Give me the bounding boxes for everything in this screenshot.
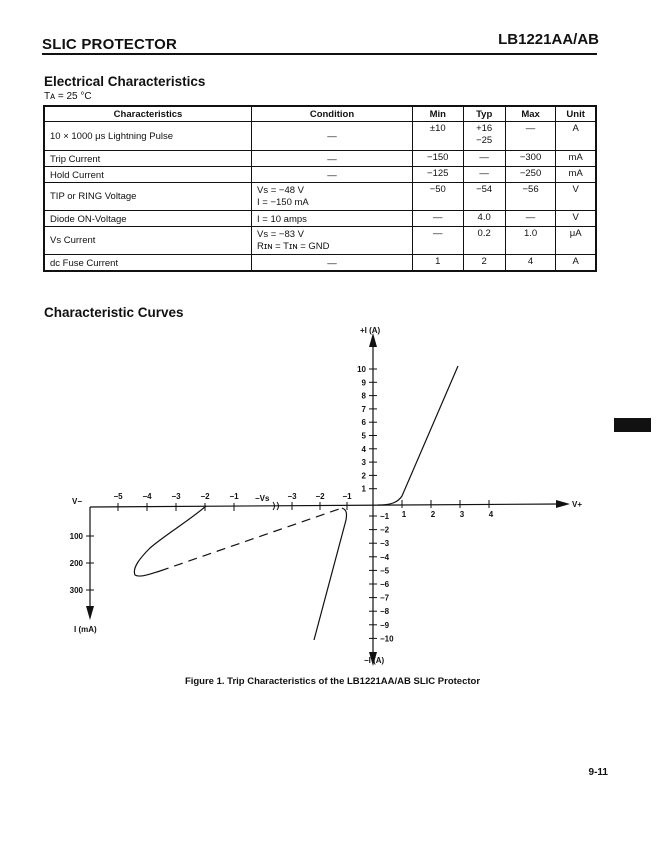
- min-cell: −50: [413, 183, 464, 211]
- y-neg-tick-label: −4: [380, 552, 390, 562]
- unit-cell: μA: [556, 227, 596, 255]
- condition-line: Vs = −48 V: [257, 185, 305, 196]
- y-pos-tick-label: 2: [361, 471, 366, 481]
- page-number: 9-11: [588, 767, 608, 778]
- typ-cell: 4.0: [463, 211, 505, 227]
- y-neg-tick-label: −8: [380, 607, 390, 617]
- x-neg-tick-label: −1: [229, 492, 239, 501]
- x-neg-tick-label: −4: [142, 492, 152, 501]
- condition-cell: —: [252, 167, 413, 183]
- v-plus-label: V+: [572, 500, 583, 509]
- column-header: Min: [413, 106, 464, 122]
- x-neg-tick-label: −1: [342, 492, 352, 501]
- switching-dashed-line: [160, 508, 342, 571]
- max-cell: —: [505, 211, 556, 227]
- characteristic-cell: Trip Current: [44, 151, 252, 167]
- electrical-characteristics-title: Electrical Characteristics: [44, 74, 206, 89]
- y-pos-tick-label: 9: [361, 378, 366, 388]
- on-state-negative-line: [314, 508, 347, 640]
- min-cell: −125: [413, 167, 464, 183]
- unit-cell: mA: [556, 151, 596, 167]
- y-neg-tick-label: −7: [380, 593, 390, 603]
- column-header: Unit: [556, 106, 596, 122]
- ma-arrow-icon: [86, 606, 94, 620]
- header-right-title: LB1221AA/AB: [498, 31, 599, 48]
- condition-cell: —: [252, 122, 413, 151]
- characteristic-cell: Diode ON-Voltage: [44, 211, 252, 227]
- typ-cell: 2: [463, 255, 505, 271]
- y-neg-tick-label: −9: [380, 620, 390, 630]
- y-pos-tick-label: 5: [361, 431, 366, 441]
- y-pos-tick-label: 3: [361, 458, 366, 468]
- min-cell: −150: [413, 151, 464, 167]
- breakdown-curve: [134, 506, 206, 576]
- y-neg-tick-label: −3: [380, 539, 390, 549]
- typ-cell: —: [463, 151, 505, 167]
- x-neg-tick-label: −2: [315, 492, 325, 501]
- characteristic-cell: 10 × 1000 μs Lightning Pulse: [44, 122, 252, 151]
- x-neg-tick-label: −5: [113, 492, 123, 501]
- x-pos-tick-label: 4: [488, 510, 494, 519]
- column-header: Max: [505, 106, 556, 122]
- max-cell: 1.0: [505, 227, 556, 255]
- v-plus-arrow-icon: [556, 500, 570, 508]
- y-pos-tick-label: 10: [357, 365, 366, 374]
- v-minus-label: V−: [72, 497, 83, 506]
- unit-cell: mA: [556, 167, 596, 183]
- condition-cell: —: [252, 151, 413, 167]
- ma-tick-label: 200: [69, 559, 83, 568]
- y-pos-tick-label: 6: [361, 418, 366, 428]
- plus-i-label: +I (A): [360, 326, 381, 335]
- y-neg-tick-label: −5: [380, 566, 390, 576]
- unit-cell: V: [556, 211, 596, 227]
- unit-cell: A: [556, 122, 596, 151]
- min-cell: ±10: [413, 122, 464, 151]
- header-left-title: SLIC PROTECTOR: [42, 36, 178, 53]
- max-cell: −300: [505, 151, 556, 167]
- min-cell: 1: [413, 255, 464, 271]
- y-pos-tick-label: 7: [361, 404, 366, 414]
- column-header: Typ: [463, 106, 505, 122]
- characteristic-cell: dc Fuse Current: [44, 255, 252, 271]
- characteristic-cell: TIP or RING Voltage: [44, 183, 252, 211]
- max-cell: 4: [505, 255, 556, 271]
- x-pos-tick-label: 1: [401, 510, 407, 519]
- condition-line: Rɪɴ = Tɪɴ = GND: [257, 241, 330, 252]
- i-ma-label: I (mA): [74, 625, 97, 634]
- characteristic-cell: Hold Current: [44, 167, 252, 183]
- x-neg-tick-label: −3: [171, 492, 181, 501]
- condition-cell: —: [252, 255, 413, 271]
- ma-tick-label: 100: [69, 532, 83, 541]
- y-pos-tick-label: 8: [361, 391, 366, 401]
- x-pos-tick-label: 2: [430, 510, 436, 519]
- min-cell: —: [413, 211, 464, 227]
- vs-label: −Vs: [255, 494, 270, 503]
- minus-i-label: −I (A): [364, 656, 385, 665]
- x-neg-tick-label: −3: [287, 492, 297, 501]
- typ-cell: +16 −25: [463, 122, 505, 151]
- diode-forward-curve: [378, 366, 458, 505]
- typ-cell: —: [463, 167, 505, 183]
- column-header: Characteristics: [44, 106, 252, 122]
- max-cell: −56: [505, 183, 556, 211]
- y-pos-tick-label: 1: [361, 484, 366, 494]
- condition-line: Vs = −83 V: [257, 229, 305, 240]
- ambient-temperature: Tᴀ = 25 °C: [44, 91, 92, 102]
- typ-cell: −54: [463, 183, 505, 211]
- y-pos-tick-label: 4: [361, 444, 366, 454]
- figure-caption: Figure 1. Trip Characteristics of the LB1221AA/AB SLIC Protector: [184, 676, 481, 687]
- unit-cell: A: [556, 255, 596, 271]
- ma-tick-label: 300: [69, 586, 83, 595]
- max-cell: —: [505, 122, 556, 151]
- y-neg-tick-label: −10: [380, 634, 394, 644]
- characteristic-curves-title: Characteristic Curves: [44, 305, 184, 320]
- condition-cell: I = 10 amps: [252, 211, 413, 227]
- x-neg-tick-label: −2: [200, 492, 210, 501]
- unit-cell: V: [556, 183, 596, 211]
- characteristic-cell: Vs Current: [44, 227, 252, 255]
- condition-line: I = −150 mA: [257, 197, 309, 208]
- min-cell: —: [413, 227, 464, 255]
- typ-cell: 0.2: [463, 227, 505, 255]
- y-neg-tick-label: −2: [380, 525, 390, 535]
- y-neg-tick-label: −1: [380, 512, 390, 521]
- y-neg-tick-label: −6: [380, 580, 390, 589]
- column-header: Condition: [252, 106, 413, 122]
- plus-i-arrow-icon: [369, 333, 377, 347]
- max-cell: −250: [505, 167, 556, 183]
- x-pos-tick-label: 3: [459, 510, 465, 519]
